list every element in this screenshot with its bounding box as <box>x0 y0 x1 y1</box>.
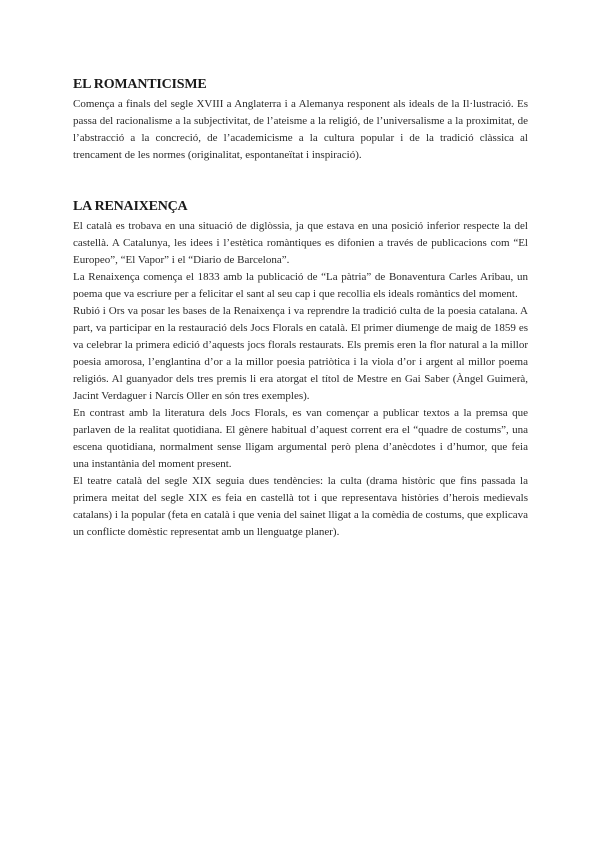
paragraph: Comença a finals del segle XVIII a Anglaterra i a Alemanya responent als ideals de la Il·lustració. Es passa del racionalisme a la subjectivitat, de l’ateisme a la religió, de l’universalisme a la proximitat, de l’abstracció a la concreció, de l’academicisme a la cultura popular i de la tradició clàssica al trencament de les normes (originalitat, espontaneïtat i inspiració). <box>73 98 528 161</box>
paragraph: El català es trobava en una situació de diglòssia, ja que estava en una posició inferior respecte la del castellà. A Catalunya, les idees i l’estètica romàntiques es difonien a través de publicacions com “El Europeo”, “El Vapor” i el “Diario de Barcelona”. <box>73 220 528 266</box>
section-renaixenca <box>73 198 528 541</box>
document-page <box>73 76 528 541</box>
paragraph: En contrast amb la literatura dels Jocs Florals, es van començar a publicar textos a la premsa que parlaven de la realitat quotidiana. El gènere habitual d’aquest corrent era el “quadre de costums”, una escena quotidiana, normalment sense lligam argumental però plena d’anècdotes i d’humor, que feia una instantània del moment present. <box>73 407 528 470</box>
section-heading: LA RENAIXENÇA <box>73 199 188 214</box>
paragraph: La Renaixença comença el 1833 amb la publicació de “La pàtria” de Bonaventura Carles Aribau, un poema que va escriure per a felicitar el sant al seu cap i que recollia els ideals romàntics del moment. <box>73 271 528 300</box>
section-heading: EL ROMANTICISME <box>73 77 207 92</box>
paragraph: Rubió i Ors va posar les bases de la Renaixença i va reprendre la tradició culta de la poesia catalana. A part, va participar en la restauració dels Jocs Florals en català. El primer diumenge de maig de 1859 es va celebrar la primera edició d’aquests jocs florals restaurats. Els premis eren la flor natural a la millor poesia amorosa, l’englantina d’or a la millor poesia patriòtica i la viola d’or i argent al millor poema religiós. Al guanyador dels tres premis li era atorgat el títol de Mestre en Gai Saber (Àngel Guimerà, Jacint Verdaguer i Narcís Oller en són tres exemples). <box>73 305 528 402</box>
section-romanticisme <box>73 76 528 198</box>
paragraph: El teatre català del segle XIX seguia dues tendències: la culta (drama històric que fins passada la primera meitat del segle XIX es feia en castellà tot i que representava històries d’herois medievals catalans) i la popular (feta en català i que venia del sainet lligat a la comèdia de costums, que explicava un conflicte domèstic representat amb un llenguatge planer). <box>73 475 528 538</box>
